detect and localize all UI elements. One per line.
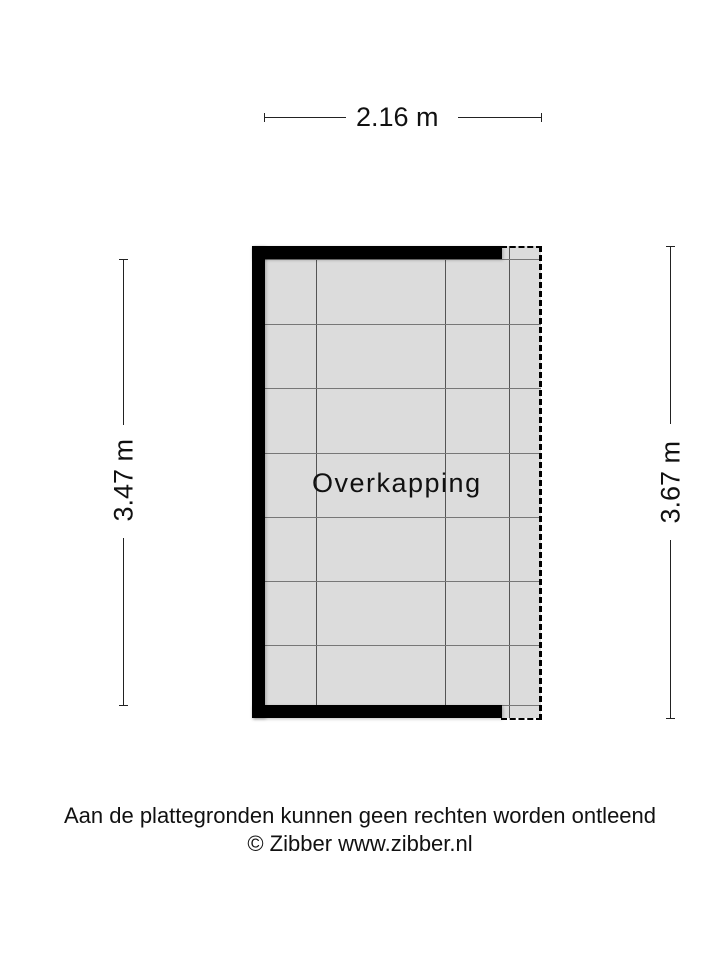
right-dimension-label: 3.67 m <box>655 440 686 524</box>
right-dimension-line-bottom <box>670 540 671 718</box>
left-dimension-label: 3.47 m <box>108 438 139 522</box>
footer-copyright: © Zibber www.zibber.nl <box>247 831 473 856</box>
right-dimension-line-top <box>670 246 671 424</box>
left-dimension-line-bottom <box>123 538 124 705</box>
left-dimension-tick-bottom <box>119 705 128 706</box>
left-dimension-tick-top <box>119 259 128 260</box>
tile-grid-line <box>265 453 541 454</box>
tile-grid-line <box>265 517 541 518</box>
top-dimension-line-right <box>458 117 542 118</box>
top-dimension-tick-left <box>264 113 265 122</box>
top-dimension-label: 2.16 m <box>356 102 439 132</box>
tile-grid-line <box>265 259 541 260</box>
footer-disclaimer: Aan de plattegronden kunnen geen rechten worden ontleend <box>63 803 657 828</box>
tile-grid-line <box>265 645 541 646</box>
wall-bottom <box>252 705 502 718</box>
tile-grid-line <box>265 388 541 389</box>
tile-grid-line <box>265 581 541 582</box>
tile-grid-line <box>265 324 541 325</box>
right-dimension-tick-bottom <box>666 718 675 719</box>
room-label: Overkapping <box>312 468 482 498</box>
top-dimension-tick-right <box>541 113 542 122</box>
top-dimension-line-left <box>264 117 346 118</box>
wall-left <box>252 246 265 718</box>
left-dimension-line-top <box>123 259 124 425</box>
right-dimension-tick-top <box>666 246 675 247</box>
wall-top <box>252 246 502 259</box>
open-side-dashed-outline <box>501 246 542 720</box>
